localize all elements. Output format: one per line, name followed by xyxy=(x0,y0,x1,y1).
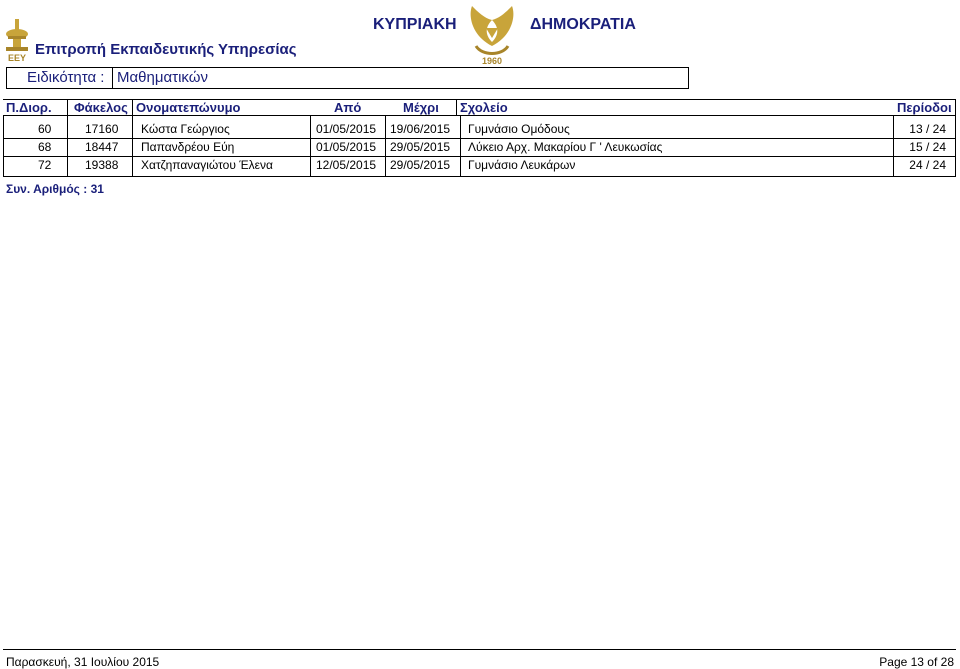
table-cell-from: 01/05/2015 xyxy=(316,140,377,154)
table-cell-to: 29/05/2015 xyxy=(390,158,451,172)
column-divider xyxy=(67,116,68,177)
column-divider xyxy=(385,116,386,177)
total-count: Συν. Αριθμός : 31 xyxy=(6,182,104,196)
table-cell-to: 19/06/2015 xyxy=(390,122,451,136)
table-cell-school: Γυμνάσιο Ομόδους xyxy=(468,122,570,136)
svg-text:1960: 1960 xyxy=(481,56,503,66)
table-cell-school: Γυμνάσιο Λευκάρων xyxy=(468,158,576,172)
table-cell-periods: 15 / 24 xyxy=(909,140,946,154)
column-divider xyxy=(67,99,68,116)
republic-title-left: ΚΥΠΡΙΑΚΗ xyxy=(373,16,457,33)
column-divider xyxy=(460,116,461,177)
table-cell-name: Χατζηπαναγιώτου Έλενα xyxy=(141,158,273,172)
column-header-to: Μέχρι xyxy=(403,100,439,115)
column-header-periods: Περίοδοι xyxy=(897,100,952,115)
table-cell-to: 29/05/2015 xyxy=(390,140,451,154)
table-cell-from: 01/05/2015 xyxy=(316,122,377,136)
table-cell-name: Παπανδρέου Εύη xyxy=(141,140,235,154)
column-header-from: Από xyxy=(334,100,362,115)
specialty-label: Ειδικότητα : xyxy=(27,69,105,86)
column-header-rank: Π.Διορ. xyxy=(6,100,52,115)
column-divider xyxy=(132,116,133,177)
row-divider xyxy=(3,176,956,177)
table-cell-school: Λύκειο Αρχ. Μακαρίου Γ ' Λευκωσίας xyxy=(468,140,663,154)
footer-divider xyxy=(3,649,956,650)
specialty-value: Μαθηματικών xyxy=(112,68,208,88)
table-cell-periods: 24 / 24 xyxy=(909,158,946,172)
column-header-name: Ονοματεπώνυμο xyxy=(136,100,241,115)
table-cell-file: 17160 xyxy=(85,122,119,136)
committee-title: Επιτροπή Εκπαιδευτικής Υπηρεσίας xyxy=(35,41,297,58)
table-cell-file: 18447 xyxy=(85,140,119,154)
table-cell-from: 12/05/2015 xyxy=(316,158,377,172)
table-border-left xyxy=(3,116,4,177)
column-divider xyxy=(893,116,894,177)
column-header-file: Φάκελος xyxy=(74,100,128,115)
column-divider xyxy=(132,99,133,116)
logo-text: ΕΕΥ xyxy=(7,53,27,63)
cyprus-emblem-icon xyxy=(462,2,522,66)
republic-title-right: ΔΗΜΟΚΡΑΤΙΑ xyxy=(530,16,636,33)
column-header-school: Σχολείο xyxy=(460,100,508,115)
table-cell-rank: 60 xyxy=(38,122,52,136)
column-divider xyxy=(310,116,311,177)
table-cell-periods: 13 / 24 xyxy=(909,122,946,136)
footer-page-number: Page 13 of 28 xyxy=(879,655,954,669)
table-border-right xyxy=(955,116,956,177)
eey-logo-icon xyxy=(2,18,32,64)
table-cell-rank: 68 xyxy=(38,140,52,154)
table-cell-name: Κώστα Γεώργιος xyxy=(141,122,230,136)
table-cell-rank: 72 xyxy=(38,158,52,172)
column-divider xyxy=(456,99,457,116)
table-cell-file: 19388 xyxy=(85,158,119,172)
footer-date: Παρασκευή, 31 Ιουλίου 2015 xyxy=(6,655,160,669)
specialty-box xyxy=(6,67,689,89)
